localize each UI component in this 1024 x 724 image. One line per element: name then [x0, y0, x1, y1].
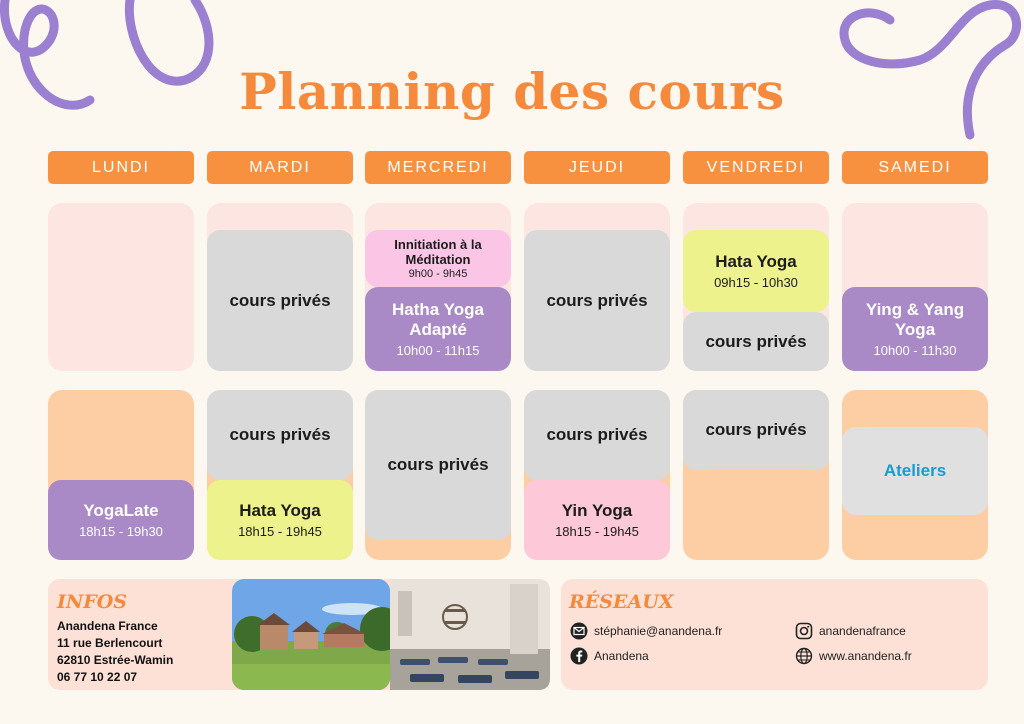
infos-title: INFOS [57, 591, 128, 613]
globe-icon [795, 647, 813, 665]
slot-mercredi-cours-prives-evening [365, 390, 511, 540]
slot-name: Hatha Yoga Adapté [392, 300, 484, 339]
slot-samedi-ying-yang [842, 287, 988, 371]
facebook-icon [570, 647, 588, 665]
day-header-samedi: SAMEDI [842, 151, 988, 184]
slot-name: Innitiation à la Méditation [394, 237, 482, 267]
slot-name: cours privés [229, 425, 331, 444]
day-header-vendredi: VENDREDI [683, 151, 829, 184]
slot-samedi-ateliers [842, 427, 988, 515]
slot-time: 09h15 - 10h30 [714, 275, 798, 290]
day-header-mardi: MARDI [207, 151, 353, 184]
slot-lundi-yogalate [48, 480, 194, 560]
infos-address [57, 618, 173, 686]
photo-studio [390, 579, 550, 690]
slot-name: YogaLate [83, 501, 159, 520]
website-text: www.anandena.fr [819, 649, 912, 663]
day-header-mercredi: MERCREDI [365, 151, 511, 184]
slot-name: cours privés [546, 425, 648, 444]
instagram-text: anandenafrance [819, 624, 906, 638]
slot-time: 9h00 - 9h45 [408, 268, 468, 280]
day-header-jeudi: JEUDI [524, 151, 670, 184]
day-header-lundi: LUNDI [48, 151, 194, 184]
slot-name: Ateliers [883, 461, 947, 480]
slot-time: 10h00 - 11h15 [396, 343, 480, 358]
slot-jeudi-cours-prives-evening [524, 390, 670, 480]
photo-house [232, 579, 390, 690]
slot-mercredi-meditation [365, 230, 511, 287]
panel-lundi-morning [48, 203, 194, 371]
slot-name: cours privés [705, 420, 807, 439]
slot-time: 10h00 - 11h30 [873, 343, 957, 358]
page-title: Planning des cours [239, 62, 785, 121]
slot-name: cours privés [229, 290, 331, 310]
slot-jeudi-yin-yoga [524, 480, 670, 560]
slot-mercredi-hatha-adapte [365, 287, 511, 371]
slot-vendredi-hata-yoga [683, 230, 829, 312]
email-text: stéphanie@anandena.fr [594, 624, 723, 638]
contact-email[interactable] [570, 622, 722, 640]
slot-name: Ying & Yang Yoga [865, 300, 965, 339]
slot-name: cours privés [546, 290, 648, 310]
slot-mardi-hata-yoga [207, 480, 353, 560]
info-city: 62810 Estrée-Wamin [57, 653, 174, 667]
slot-vendredi-cours-prives [683, 312, 829, 371]
slot-jeudi-cours-prives [524, 230, 670, 371]
instagram-icon [795, 622, 813, 640]
contact-website[interactable] [795, 647, 912, 665]
slot-name: cours privés [387, 455, 489, 474]
slot-vendredi-cours-prives-evening [683, 390, 829, 470]
info-phone: 06 77 10 22 07 [57, 670, 138, 684]
slot-time: 18h15 - 19h45 [555, 524, 639, 539]
slot-name: Hata Yoga [239, 501, 321, 520]
slot-time: 18h15 - 19h30 [79, 524, 163, 539]
facebook-text: Anandena [594, 649, 649, 663]
mail-icon [570, 622, 588, 640]
info-name: Anandena France [57, 619, 158, 633]
info-street: 11 rue Berlencourt [57, 636, 163, 650]
slot-mardi-cours-prives-evening [207, 390, 353, 480]
contact-instagram[interactable] [795, 622, 906, 640]
contact-facebook[interactable] [570, 647, 649, 665]
slot-name: Hata Yoga [715, 252, 797, 271]
slot-name: Yin Yoga [561, 501, 633, 520]
reseaux-title: RÉSEAUX [569, 591, 674, 613]
slot-mardi-cours-prives [207, 230, 353, 371]
slot-time: 18h15 - 19h45 [238, 524, 322, 539]
slot-name: cours privés [705, 331, 807, 351]
